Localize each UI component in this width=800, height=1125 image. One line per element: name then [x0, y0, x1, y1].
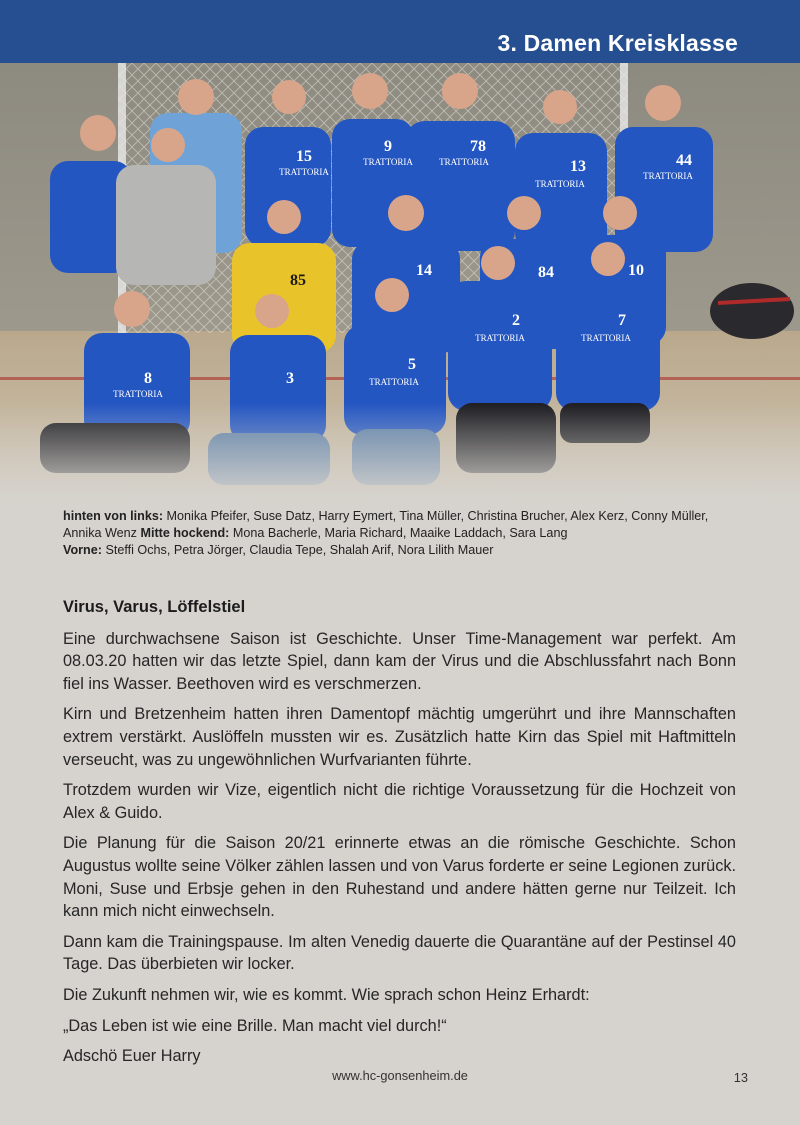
jersey-number: 15	[296, 148, 312, 165]
jersey-sponsor: TRATTORIA	[279, 167, 329, 177]
jersey-sponsor: TRATTORIA	[363, 157, 413, 167]
jersey-sponsor: TRATTORIA	[643, 171, 693, 181]
jersey-number: 3	[286, 370, 294, 387]
jersey-number: 7	[618, 312, 626, 329]
jersey-sponsor: TRATTORIA	[581, 333, 631, 343]
caption-middle-label: Mitte hockend:	[140, 526, 230, 541]
jersey-number: 84	[538, 264, 554, 281]
article-paragraph: Eine durchwachsene Saison ist Geschichte. Unser Time-Management war perfekt. Am 08.03.20 hatten wir das letzte Spiel, dann kam der Virus und die Abschlussfahrt nach Bonn fiel ins Wasser. Beethoven wird es verschmerzen.	[63, 629, 736, 693]
caption-back-label: hinten von links:	[63, 509, 164, 523]
article-paragraph: Die Zukunft nehmen wir, wie es kommt. Wie sprach schon Heinz Erhardt:	[63, 985, 590, 1004]
page-title: 3. Damen Kreisklasse	[497, 30, 738, 56]
article-quote: „Das Leben ist wie eine Brille. Man macht viel durch!“	[63, 1016, 447, 1035]
article-heading: Virus, Varus, Löffelstiel	[63, 598, 246, 616]
jersey-number: 78	[470, 138, 486, 155]
caption-front-label: Vorne:	[63, 543, 102, 558]
jersey-number: 2	[512, 312, 520, 329]
article-paragraph: Kirn und Bretzenheim hatten ihren Damentopf mächtig umgerührt und ihre Mannschaften extrem verstärkt. Auslöffeln mussten wir es. Zusätzlich hatte Kirn das Spiel mit Haftmitteln verseucht, was zu ungewöhnlichen Wurfvarianten führte.	[63, 705, 736, 769]
footer-url[interactable]: www.hc-gonsenheim.de	[332, 1068, 468, 1083]
photo-caption	[63, 508, 743, 560]
jersey-number: 44	[676, 152, 692, 169]
jersey-number: 10	[628, 262, 644, 279]
article-paragraph: Die Planung für die Saison 20/21 erinnerte etwas an die römische Geschichte. Schon Augustus wollte seine Völker zählen lassen und von Varus forderte er seine Legionen zurück. Moni, Suse und Erbsje gehen in den Ruhestand und andere hätten gerne nur Teilzeit. Ich kann mich nicht einwechseln.	[63, 834, 736, 921]
caption-back-names: Monika Pfeifer, Suse Datz, Harry Eymert, Tina Müller, Christina Brucher, Alex Kerz, Conny Müller, Annika Wenz	[63, 509, 709, 541]
jersey-sponsor: TRATTORIA	[475, 333, 525, 343]
article	[63, 596, 736, 1076]
page-number: 13	[733, 1070, 748, 1085]
jersey-sponsor: TRATTORIA	[439, 157, 489, 167]
jersey-number: 85	[290, 272, 306, 289]
article-signoff: Adschö Euer Harry	[63, 1047, 201, 1066]
jersey-number: 9	[384, 138, 392, 155]
jersey-number: 13	[570, 158, 586, 175]
jersey-number: 5	[408, 356, 416, 373]
jersey-sponsor: TRATTORIA	[535, 179, 585, 189]
jersey-number: 14	[416, 262, 432, 279]
jersey-sponsor: TRATTORIA	[369, 377, 419, 387]
page-header	[0, 0, 800, 63]
caption-middle-names: Mona Bacherle, Maria Richard, Maaike Laddach, Sara Lang	[229, 526, 568, 541]
article-paragraph: Trotzdem wurden wir Vize, eigentlich nicht die richtige Voraussetzung für die Hochzeit von Alex & Guido.	[63, 781, 736, 822]
caption-front-names: Steffi Ochs, Petra Jörger, Claudia Tepe, Shalah Arif, Nora Lilith Mauer	[101, 543, 494, 558]
team-photo	[0, 63, 800, 503]
jersey-number: 8	[144, 370, 152, 387]
article-paragraph: Dann kam die Trainingspause. Im alten Venedig dauerte die Quarantäne auf der Pestinsel 40 Tage. Das überbieten wir locker.	[63, 932, 736, 974]
jersey-sponsor: TRATTORIA	[113, 389, 163, 399]
